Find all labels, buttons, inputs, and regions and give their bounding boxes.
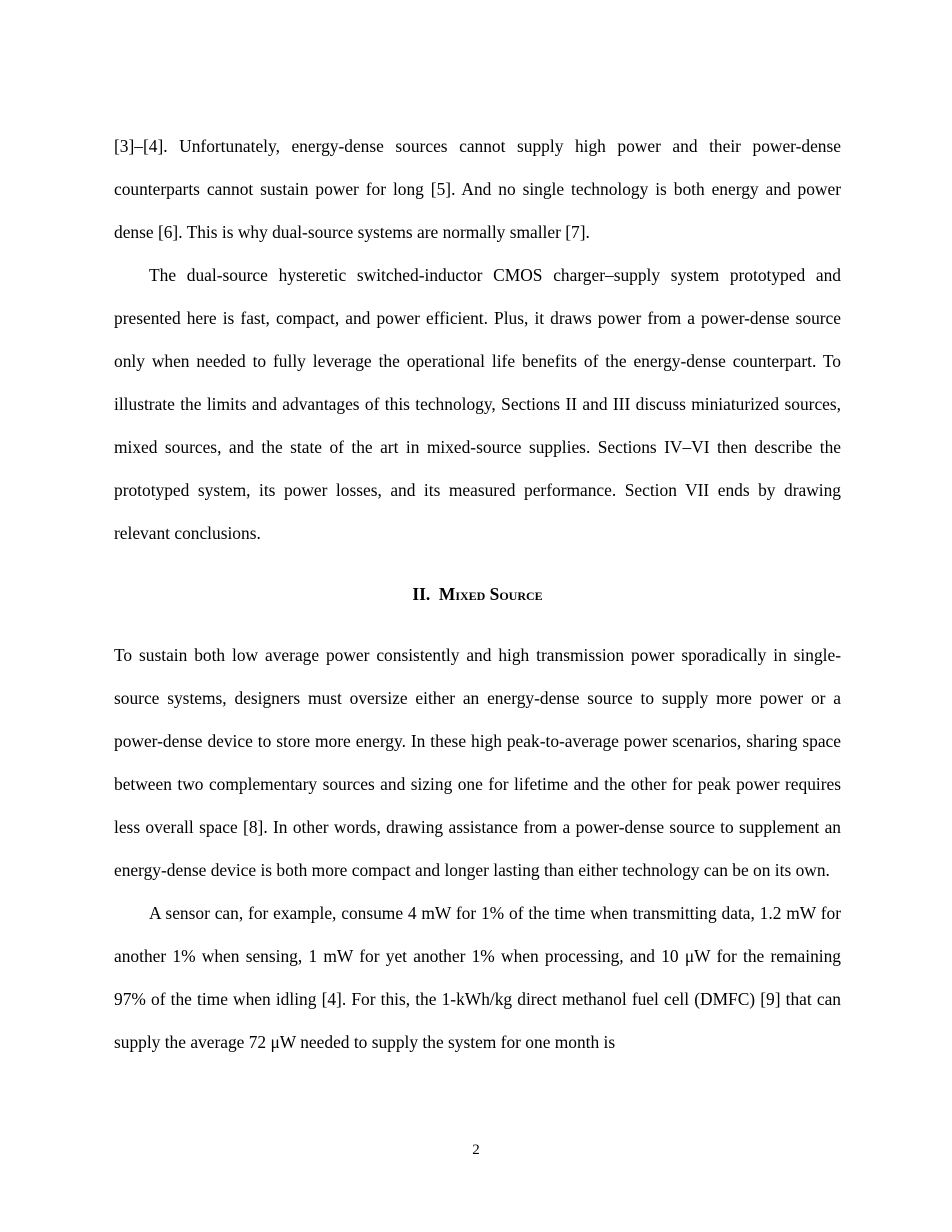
page-number: 2 <box>472 1142 480 1158</box>
section-title: Mixed Source <box>438 584 543 604</box>
paragraph-sensor-example: A sensor can, for example, consume 4 mW for 1% of the time when transmitting data, 1.2 mW for another 1% when sensing, 1 mW for yet another 1% when processing, and 10 μW for the remaining 97% of the time when idling [4]. For this, the 1-kWh/kg direct methanol fuel cell (DMFC) [9] that can supply the average 72 μW needed to supply the system for one month is <box>114 903 841 1052</box>
page-body <box>114 125 841 1064</box>
paragraph-introduction-summary: The dual-source hysteretic switched-inductor CMOS charger–supply system prototyped and presented here is fast, compact, and power efficient. Plus, it draws power from a power-dense source only when needed to fully leverage the operational life benefits of the energy-dense counterpart. To illustrate the limits and advantages of this technology, Sections II and III discuss miniaturized sources, mixed sources, and the state of the art in mixed-source supplies. Sections IV–VI then describe the prototyped system, its power losses, and its measured performance. Section VII ends by drawing relevant conclusions. <box>114 265 841 543</box>
section-heading <box>114 573 841 616</box>
paragraph-continuation: [3]–[4]. Unfortunately, energy-dense sources cannot supply high power and their power-dense counterparts cannot sustain power for long [5]. And no single technology is both energy and power dense [6]. This is why dual-source systems are normally smaller [7]. <box>114 136 841 242</box>
section-number: II. <box>412 584 431 604</box>
paragraph-mixed-source: To sustain both low average power consistently and high transmission power sporadically in single-source systems, designers must oversize either an energy-dense source to supply more power or a power-dense device to store more energy. In these high peak-to-average power scenarios, sharing space between two complementary sources and sizing one for lifetime and the other for peak power requires less overall space [8]. In other words, drawing assistance from a power-dense source to supplement an energy-dense device is both more compact and longer lasting than either technology can be on its own. <box>114 645 841 880</box>
